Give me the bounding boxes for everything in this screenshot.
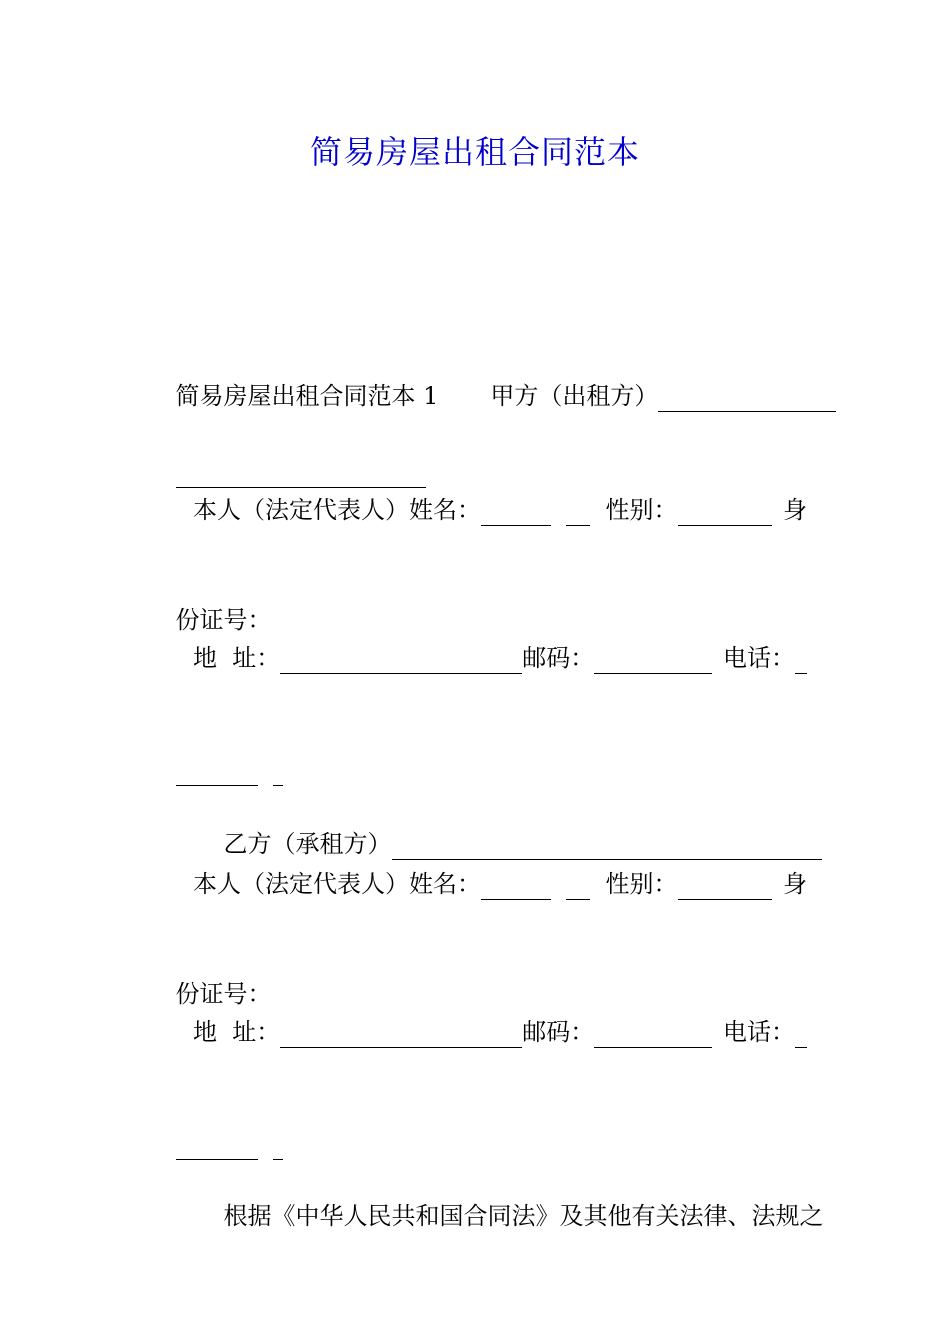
blank-line <box>176 463 426 488</box>
party-b-address-line <box>193 1014 807 1050</box>
document-title: 简易房屋出租合同范本 <box>309 133 640 171</box>
party-b-rep-line <box>193 866 807 902</box>
gender-label: 性别： <box>605 870 678 898</box>
blank-line <box>273 1135 283 1160</box>
party-a-address-line <box>193 640 807 676</box>
contract-heading: 简易房屋出租合同范本 1 <box>175 382 439 410</box>
postcode-label: 邮码： <box>522 1018 595 1046</box>
phone-blank <box>795 1023 807 1048</box>
rep-name-blank <box>481 875 551 900</box>
blank-line <box>176 761 258 786</box>
address-blank <box>280 1023 522 1048</box>
id-label-start: 身 <box>783 870 807 898</box>
party-b-blank <box>392 835 822 860</box>
rep-name-label: 本人（法定代表人）姓名： <box>193 496 481 524</box>
phone-blank <box>795 649 807 674</box>
party-b-label: 乙方（承租方） <box>223 830 392 858</box>
phone-label: 电话： <box>723 644 795 672</box>
address-blank <box>280 649 522 674</box>
basis-text: 根据《中华人民共和国合同法》及其他有关法律、法规之 <box>223 1202 824 1230</box>
party-a-blank <box>658 387 836 412</box>
gender-blank <box>678 875 772 900</box>
postcode-blank <box>594 649 712 674</box>
party-a-label: 甲方（出租方） <box>490 382 659 410</box>
phone-label: 电话： <box>723 1018 795 1046</box>
gender-blank <box>678 501 772 526</box>
id-label-start: 身 <box>783 496 807 524</box>
rep-name-label: 本人（法定代表人）姓名： <box>193 870 481 898</box>
address-label: 地 址： <box>193 644 281 672</box>
blank-line <box>273 761 283 786</box>
rep-name-blank-2 <box>566 501 590 526</box>
address-label: 地 址： <box>193 1018 281 1046</box>
rep-name-blank <box>481 501 551 526</box>
postcode-blank <box>594 1023 712 1048</box>
basis-paragraph <box>193 1162 824 1270</box>
gender-label: 性别： <box>605 496 678 524</box>
postcode-label: 邮码： <box>522 644 595 672</box>
id-number-label: 份证号： <box>175 980 272 1008</box>
blank-line <box>176 1135 258 1160</box>
party-a-rep-line <box>193 492 807 528</box>
rep-name-blank-2 <box>566 875 590 900</box>
id-number-label: 份证号： <box>175 606 272 634</box>
